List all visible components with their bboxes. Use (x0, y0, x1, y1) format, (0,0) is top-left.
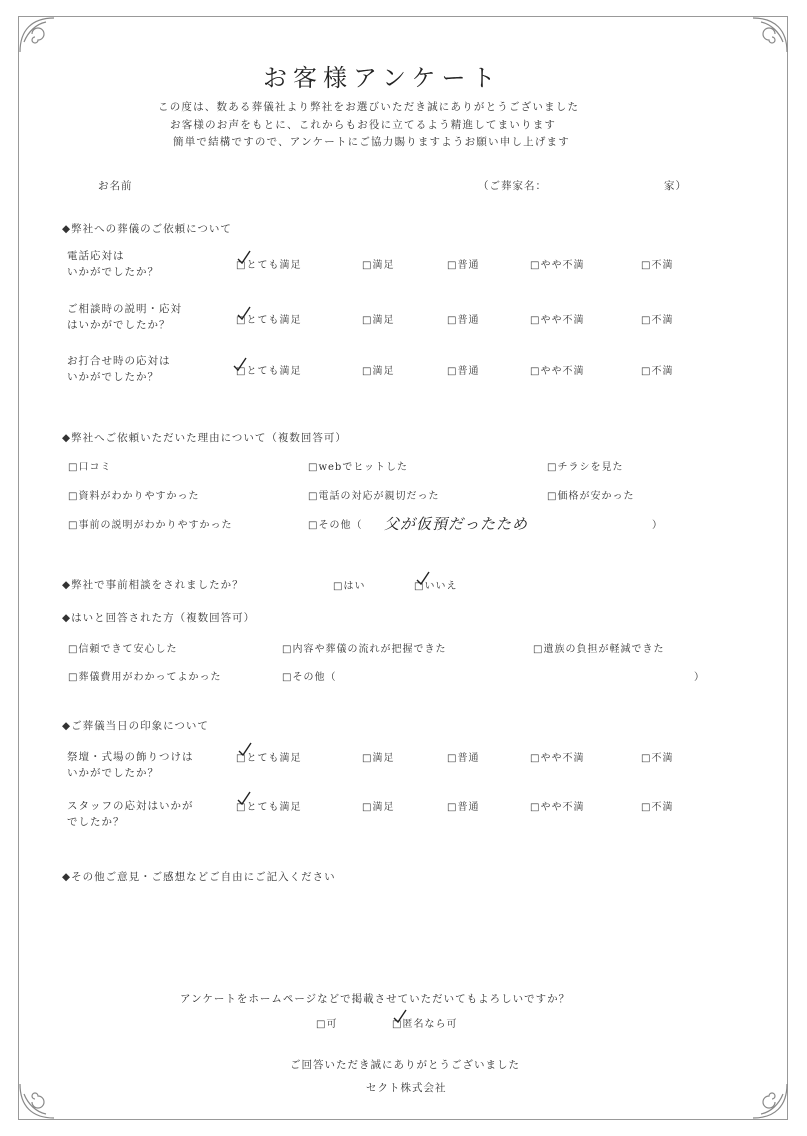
page-title: お客様アンケート (263, 64, 502, 92)
q2-line1: ご相談時の説明・応対 (67, 303, 182, 315)
intro-line-1: この度は、数ある葬儀社より弊社をお選びいただき誠にありがとうございました (158, 101, 580, 113)
check-mark-icon (237, 742, 253, 758)
section4-heading: ◆はいと回答された方（複数回答可） (62, 612, 256, 624)
q5-opt-unsatisfied[interactable]: □不満 (641, 802, 674, 813)
q5-line1: スタッフの応対はいかが (67, 800, 194, 812)
q4-opt-somewhat-unsatisfied[interactable]: □やや不満 (530, 753, 585, 764)
reason-kind-phone[interactable]: □電話の対応が親切だった (308, 491, 440, 502)
closing-text: ご回答いただき誠にありがとうございました (290, 1059, 520, 1071)
q4-opt-unsatisfied[interactable]: □不満 (641, 753, 674, 764)
yes-reason-reduced-burden[interactable]: □遺族の負担が軽減できた (533, 644, 665, 655)
q1-opt-very-satisfied[interactable]: □とても満足 (236, 260, 302, 271)
publish-ok[interactable]: □可 (316, 1019, 338, 1030)
corner-ornament-top-right (733, 12, 793, 72)
q4-line2: いかがでしたか？ (67, 767, 159, 779)
section5-heading: ◆ご葬儀当日の印象について (62, 720, 209, 732)
yes-reason-other-close: ） (694, 672, 705, 683)
check-mark-icon (236, 791, 252, 807)
intro-line-2: お客様のお声をもとに、これからもお役に立てるよう精進してまいります (170, 119, 557, 131)
q3-opt-neutral[interactable]: □普通 (447, 366, 480, 377)
corner-ornament-bottom-left (14, 1064, 74, 1124)
reason-other-close: ） (652, 520, 663, 531)
q3-opt-unsatisfied[interactable]: □不満 (641, 366, 674, 377)
q5-opt-somewhat-unsatisfied[interactable]: □やや不満 (530, 802, 585, 813)
q1-opt-unsatisfied[interactable]: □不満 (641, 260, 674, 271)
reason-word-of-mouth[interactable]: □口コミ (68, 462, 112, 473)
q1-opt-neutral[interactable]: □普通 (447, 260, 480, 271)
q3-opt-satisfied[interactable]: □満足 (362, 366, 395, 377)
q2-line2: はいかがでしたか？ (67, 319, 171, 331)
q1-opt-somewhat-unsatisfied[interactable]: □やや不満 (530, 260, 585, 271)
q2-opt-satisfied[interactable]: □満足 (362, 315, 395, 326)
yes-reason-cost-clear[interactable]: □葬儀費用がわかってよかった (68, 672, 222, 683)
consult-yes[interactable]: □はい (333, 581, 366, 592)
q1-line1: 電話応対は (67, 250, 125, 262)
q3-line2: いかがでしたか？ (67, 371, 159, 383)
q2-opt-somewhat-unsatisfied[interactable]: □やや不満 (530, 315, 585, 326)
intro-line-3: 簡単で結構ですので、アンケートにご協力賜りますようお願い申し上げます (173, 136, 570, 148)
publish-question: アンケートをホームページなどで掲載させていただいてもよろしいですか？ (180, 993, 571, 1005)
q5-opt-satisfied[interactable]: □満足 (362, 802, 395, 813)
corner-ornament-bottom-right (733, 1064, 793, 1124)
family-name-suffix: 家） (664, 180, 687, 192)
q1-opt-satisfied[interactable]: □満足 (362, 260, 395, 271)
reason-other-handwritten[interactable]: 父が仮預だったため (384, 515, 529, 533)
check-mark-icon (232, 357, 248, 373)
family-name-label: （ご葬家名： (478, 180, 547, 192)
yes-reason-understood-flow[interactable]: □内容や葬儀の流れが把握できた (282, 644, 447, 655)
q4-opt-very-satisfied[interactable]: □とても満足 (236, 753, 302, 764)
company-name: セクト株式会社 (366, 1082, 447, 1094)
yes-reason-trust[interactable]: □信頼できて安心した (68, 644, 178, 655)
q5-opt-neutral[interactable]: □普通 (447, 802, 480, 813)
q2-opt-very-satisfied[interactable]: □とても満足 (236, 315, 302, 326)
publish-anonymous-ok[interactable]: □匿名なら可 (392, 1019, 458, 1030)
check-mark-icon (236, 306, 252, 322)
corner-ornament-top-left (14, 12, 74, 72)
reason-web-search[interactable]: □webでヒットした (308, 462, 409, 473)
yes-reason-other[interactable]: □その他（ (282, 672, 337, 683)
q1-line2: いかがでしたか？ (67, 266, 159, 278)
q4-opt-neutral[interactable]: □普通 (447, 753, 480, 764)
section3-heading: ◆弊社で事前相談をされましたか？ (62, 579, 244, 591)
q5-line2: でしたか？ (67, 816, 125, 828)
section6-heading: ◆その他ご意見・ご感想などご自由にご記入ください (62, 871, 336, 883)
q2-opt-neutral[interactable]: □普通 (447, 315, 480, 326)
reason-low-price[interactable]: □価格が安かった (547, 491, 635, 502)
reason-clear-materials[interactable]: □資料がわかりやすかった (68, 491, 200, 502)
section2-heading: ◆弊社へご依頼いただいた理由について（複数回答可） (62, 432, 347, 444)
q4-line1: 祭壇・式場の飾りつけは (67, 751, 194, 763)
check-mark-icon (236, 250, 252, 266)
reason-other[interactable]: □その他（ (308, 520, 363, 531)
q4-opt-satisfied[interactable]: □満足 (362, 753, 395, 764)
name-label: お名前 (98, 180, 133, 192)
q3-opt-very-satisfied[interactable]: □とても満足 (236, 366, 302, 377)
reason-flyer[interactable]: □チラシを見た (547, 462, 624, 473)
check-mark-icon (392, 1009, 408, 1025)
q5-opt-very-satisfied[interactable]: □とても満足 (236, 802, 302, 813)
reason-clear-explanation[interactable]: □事前の説明がわかりやすかった (68, 520, 233, 531)
q2-opt-unsatisfied[interactable]: □不満 (641, 315, 674, 326)
check-mark-icon (415, 571, 431, 587)
q3-line1: お打合せ時の応対は (67, 355, 171, 367)
consult-no[interactable]: □いいえ (414, 581, 458, 592)
q3-opt-somewhat-unsatisfied[interactable]: □やや不満 (530, 366, 585, 377)
section1-heading: ◆弊社への葬儀のご依頼について (62, 223, 232, 235)
